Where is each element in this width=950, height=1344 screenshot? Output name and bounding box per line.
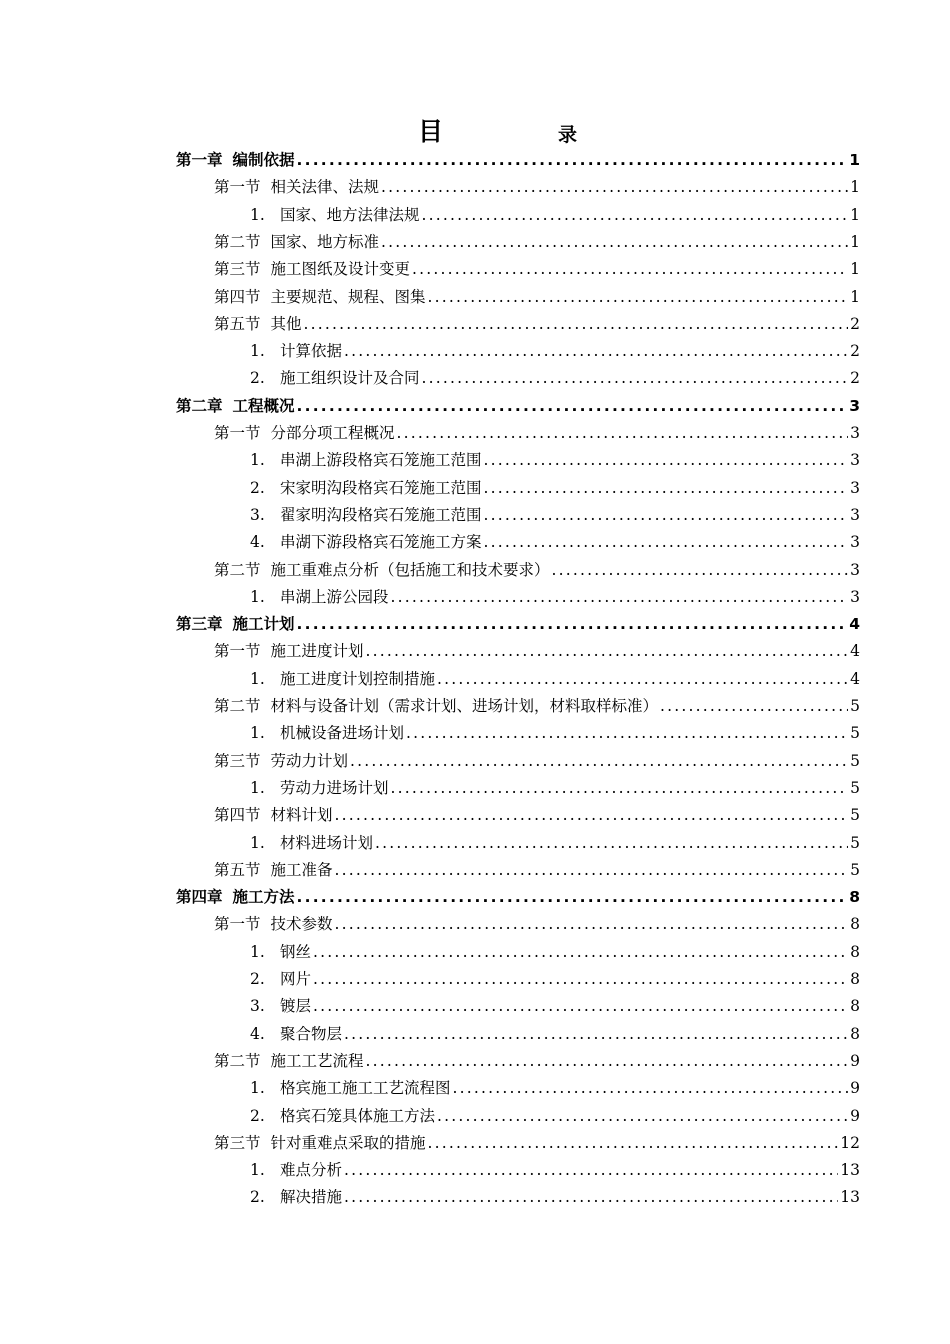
toc-dot-leader (428, 1134, 839, 1152)
toc-subitem-entry[interactable] (250, 339, 860, 366)
toc-entry-title: 其他 (270, 314, 302, 333)
toc-entry-page-number: 2 (850, 314, 860, 333)
toc-dot-leader (484, 479, 849, 497)
toc-entry-number: 第二节 (214, 1051, 261, 1070)
toc-dot-leader (484, 506, 849, 524)
toc-entry-number: 第一节 (214, 915, 261, 934)
toc-entry-page-number: 5 (850, 806, 860, 825)
toc-section-entry[interactable] (214, 175, 860, 202)
toc-dot-leader (660, 697, 848, 715)
toc-entry-page-number: 3 (850, 560, 860, 579)
toc-chapter-entry[interactable] (176, 394, 860, 421)
toc-dot-leader (344, 1188, 838, 1206)
toc-dot-leader (304, 315, 849, 333)
toc-entry-number: 4. (250, 1024, 265, 1043)
toc-dot-leader (437, 670, 848, 688)
toc-entry-title: 钢丝 (280, 942, 312, 961)
toc-dot-leader (437, 1107, 848, 1125)
toc-entry-number: 第一节 (214, 642, 261, 661)
toc-dot-leader (381, 233, 848, 251)
toc-section-entry[interactable] (214, 694, 860, 721)
toc-entry-title: 宋家明沟段格宾石笼施工范围 (280, 478, 482, 497)
toc-section-entry[interactable] (214, 230, 860, 257)
toc-entry-page-number: 1 (850, 205, 860, 224)
toc-entry-title: 国家、地方标准 (270, 232, 380, 251)
toc-entry-number: 第一节 (214, 178, 261, 197)
toc-entry-title: 施工重难点分析（包括施工和技术要求） (270, 560, 550, 579)
toc-entry-title: 施工图纸及设计变更 (270, 260, 411, 279)
toc-entry-page-number: 3 (850, 478, 860, 497)
toc-entry-number: 2. (250, 970, 265, 988)
toc-section-entry[interactable] (214, 257, 860, 284)
toc-entry-page-number: 3 (850, 424, 860, 442)
toc-subitem-entry[interactable] (250, 721, 860, 748)
toc-entry-page-number: 9 (850, 1106, 860, 1125)
toc-dot-leader (453, 1079, 849, 1097)
toc-dot-leader (313, 970, 848, 988)
toc-section-entry[interactable] (214, 1049, 860, 1076)
toc-section-entry[interactable] (214, 1131, 860, 1158)
toc-entry-number: 1. (250, 833, 265, 852)
toc-entry-page-number: 13 (840, 1188, 860, 1207)
toc-entry-number: 第一节 (214, 424, 261, 442)
toc-dot-leader (297, 615, 848, 633)
toc-section-entry[interactable] (214, 749, 860, 776)
toc-entry-title: 分部分项工程概况 (270, 424, 395, 442)
toc-subitem-entry[interactable] (250, 448, 860, 475)
toc-dot-leader (366, 1052, 849, 1070)
toc-entry-title: 机械设备进场计划 (280, 724, 405, 743)
toc-dot-leader (422, 206, 849, 224)
toc-entry-page-number: 2 (850, 342, 860, 361)
toc-entry-page-number: 5 (850, 724, 860, 743)
toc-entry-number: 2. (250, 1106, 265, 1125)
toc-subitem-entry[interactable] (250, 831, 860, 858)
toc-dot-leader (552, 561, 849, 579)
toc-entry-number: 1. (250, 451, 265, 470)
toc-dot-leader (335, 806, 849, 824)
toc-subitem-entry[interactable] (250, 503, 860, 530)
toc-entry-number: 第一章 (176, 151, 223, 169)
toc-entry-page-number: 8 (850, 1024, 860, 1043)
toc-entry-page-number: 5 (850, 697, 860, 715)
toc-dot-leader (313, 943, 848, 961)
toc-entry-number: 1. (250, 205, 265, 224)
toc-entry-number: 1. (250, 669, 265, 688)
toc-section-entry[interactable] (214, 639, 860, 666)
toc-entry-title: 聚合物层 (280, 1024, 343, 1043)
toc-entry-title: 国家、地方法律法规 (280, 205, 420, 224)
toc-entry-number: 1. (250, 342, 265, 361)
toc-subitem-entry[interactable] (250, 585, 860, 612)
toc-section-entry[interactable] (214, 858, 860, 885)
toc-dot-leader (381, 178, 848, 196)
toc-entry-title: 材料与设备计划（需求计划、进场计划，材料取样标准） (270, 697, 659, 715)
toc-entry-title: 难点分析 (280, 1161, 343, 1180)
toc-entry-page-number: 3 (850, 533, 860, 552)
toc-entry-number: 1. (250, 942, 265, 961)
toc-entry-page-number: 5 (850, 778, 860, 797)
toc-section-entry[interactable] (214, 558, 860, 585)
toc-entry-page-number: 4 (850, 669, 860, 688)
toc-title-part2: 录 (558, 124, 578, 146)
toc-entry-number: 3. (250, 997, 265, 1016)
toc-dot-leader (375, 834, 848, 852)
toc-entry-page-number: 8 (849, 888, 860, 907)
toc-entry-page-number: 1 (850, 178, 860, 197)
toc-entry-title: 施工准备 (270, 860, 333, 879)
toc-dot-leader (391, 588, 849, 606)
toc-entry-page-number: 3 (850, 451, 860, 470)
toc-entry-page-number: 2 (850, 369, 860, 388)
toc-title (0, 112, 950, 152)
toc-entry-title: 网片 (280, 970, 312, 988)
toc-entry-page-number: 8 (850, 942, 860, 961)
toc-entry-number: 第四节 (214, 287, 261, 306)
toc-entry-title: 串湖上游段格宾石笼施工范围 (280, 451, 482, 470)
toc-entry-page-number: 9 (850, 1079, 860, 1098)
toc-entry-title: 施工进度计划 (270, 642, 364, 661)
toc-entry-title: 劳动力进场计划 (280, 778, 389, 797)
toc-subitem-entry[interactable] (250, 994, 860, 1021)
toc-entry-page-number: 4 (849, 615, 860, 634)
toc-entry-number: 4. (250, 533, 265, 552)
toc-chapter-entry[interactable] (176, 612, 860, 639)
toc-chapter-entry[interactable] (176, 885, 860, 912)
toc-entry-number: 第三节 (214, 1133, 261, 1152)
toc-entry-number: 1. (250, 1079, 265, 1098)
toc-entry-number: 第二节 (214, 232, 261, 251)
toc-subitem-entry[interactable] (250, 967, 860, 994)
toc-entry-page-number: 5 (850, 833, 860, 852)
toc-entry-number: 2. (250, 369, 265, 388)
toc-entry-page-number: 3 (850, 505, 860, 524)
toc-entry-title: 针对重难点采取的措施 (270, 1133, 426, 1152)
toc-dot-leader (391, 779, 849, 797)
toc-entry-title: 解决措施 (280, 1188, 343, 1207)
toc-entry-number: 1. (250, 724, 265, 743)
toc-entry-number: 第三章 (176, 615, 223, 634)
toc-entry-title: 施工组织设计及合同 (280, 369, 420, 388)
toc-entry-number: 第三节 (214, 260, 261, 279)
toc-entry-title: 串湖上游公园段 (280, 587, 389, 606)
toc-dot-leader (397, 424, 849, 442)
toc-subitem-entry[interactable] (250, 940, 860, 967)
toc-entry-title: 编制依据 (232, 151, 295, 169)
toc-entry-page-number: 8 (850, 915, 860, 934)
toc-entry-page-number: 3 (850, 587, 860, 606)
toc-subitem-entry[interactable] (250, 476, 860, 503)
toc-dot-leader (344, 1025, 848, 1043)
toc-dot-leader (428, 288, 849, 306)
toc-section-entry[interactable] (214, 421, 860, 448)
toc-entry-number: 第五节 (214, 860, 261, 879)
toc-section-entry[interactable] (214, 312, 860, 339)
toc-dot-leader (406, 724, 848, 742)
toc-entry-page-number: 1 (850, 287, 860, 306)
toc-entry-title: 劳动力计划 (270, 751, 349, 770)
toc-entry-page-number: 8 (850, 997, 860, 1016)
toc-dot-leader (350, 752, 848, 770)
toc-subitem-entry[interactable] (250, 776, 860, 803)
toc-entry-number: 第二节 (214, 560, 261, 579)
toc-entry-number: 第五节 (214, 314, 261, 333)
toc-subitem-entry[interactable] (250, 203, 860, 230)
toc-dot-leader (297, 397, 848, 415)
toc-subitem-entry[interactable] (250, 1185, 860, 1212)
toc-entry-number: 1. (250, 587, 265, 606)
toc-entry-title: 施工计划 (232, 615, 295, 634)
toc-subitem-entry[interactable] (250, 1104, 860, 1131)
toc-subitem-entry[interactable] (250, 530, 860, 557)
toc-entry-page-number: 4 (850, 642, 860, 661)
toc-dot-leader (313, 997, 848, 1015)
toc-subitem-entry[interactable] (250, 1022, 860, 1049)
toc-subitem-entry[interactable] (250, 366, 860, 393)
toc-dot-leader (344, 1161, 838, 1179)
toc-dot-leader (422, 369, 849, 387)
toc-entry-title: 施工方法 (232, 888, 295, 907)
toc-dot-leader (484, 451, 849, 469)
toc-entry-title: 材料计划 (270, 806, 333, 825)
toc-entry-number: 2. (250, 478, 265, 497)
toc-entry-title: 施工工艺流程 (270, 1051, 364, 1070)
toc-entry-page-number: 9 (850, 1051, 860, 1070)
toc-subitem-entry[interactable] (250, 1158, 860, 1185)
toc-chapter-entry[interactable] (176, 148, 860, 175)
toc-entry-page-number: 5 (850, 860, 860, 879)
toc-entry-page-number: 12 (840, 1133, 860, 1152)
toc-entry-page-number: 1 (850, 232, 860, 251)
toc-dot-leader (335, 861, 849, 879)
toc-dot-leader (484, 533, 849, 551)
toc-entry-number: 第二章 (176, 396, 223, 415)
toc-entry-title: 翟家明沟段格宾石笼施工范围 (280, 505, 482, 524)
toc-entry-title: 材料进场计划 (280, 833, 374, 852)
toc-entry-title: 施工进度计划控制措施 (280, 669, 436, 688)
toc-dot-leader (297, 888, 848, 906)
toc-dot-leader (335, 915, 849, 933)
toc-entry-page-number: 13 (840, 1161, 860, 1180)
toc-entry-page-number: 5 (850, 751, 860, 770)
toc-entry-number: 第四章 (176, 888, 223, 907)
toc-entry-title: 计算依据 (280, 342, 343, 361)
toc-section-entry[interactable] (214, 912, 860, 939)
toc-entry-title: 格宾施工施工工艺流程图 (280, 1079, 451, 1098)
toc-dot-leader (412, 260, 848, 278)
toc-entry-number: 3. (250, 505, 265, 524)
toc-entry-number: 1. (250, 1161, 265, 1180)
toc-entry-title: 主要规范、规程、图集 (270, 287, 426, 306)
toc-section-entry[interactable] (214, 285, 860, 312)
toc-entry-title: 串湖下游段格宾石笼施工方案 (280, 533, 482, 552)
toc-entry-number: 第四节 (214, 806, 261, 825)
toc-entry-number: 第二节 (214, 697, 261, 715)
toc-dot-leader (366, 642, 849, 660)
toc-entry-title: 技术参数 (270, 915, 333, 934)
toc-entry-title: 镀层 (280, 997, 312, 1016)
toc-dot-leader (344, 342, 848, 360)
toc-entry-number: 第三节 (214, 751, 261, 770)
toc-dot-leader (297, 151, 848, 169)
toc-section-entry[interactable] (214, 803, 860, 830)
toc-entry-number: 2. (250, 1188, 265, 1207)
toc-entry-title: 相关法律、法规 (270, 178, 380, 197)
toc-entry-page-number: 1 (849, 151, 860, 169)
toc-entry-number: 1. (250, 778, 265, 797)
toc-entry-page-number: 3 (849, 396, 860, 415)
toc-entry-page-number: 8 (850, 970, 860, 988)
toc-subitem-entry[interactable] (250, 1076, 860, 1103)
toc-entry-title: 格宾石笼具体施工方法 (280, 1106, 436, 1125)
toc-subitem-entry[interactable] (250, 667, 860, 694)
toc-entry-page-number: 1 (850, 260, 860, 279)
toc-entry-title: 工程概况 (232, 396, 295, 415)
toc-title-part1: 目 (418, 117, 444, 146)
